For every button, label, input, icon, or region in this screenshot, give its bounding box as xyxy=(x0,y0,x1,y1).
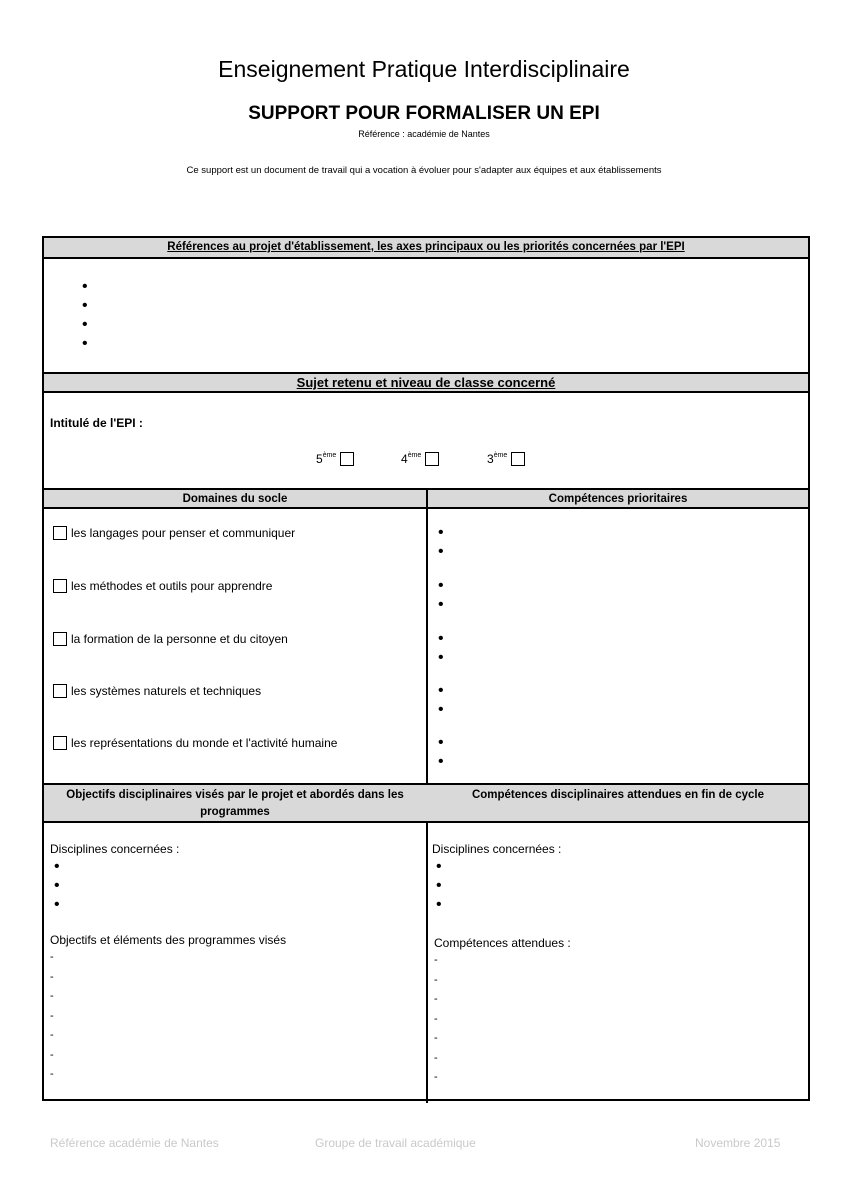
list-item[interactable]: - xyxy=(434,993,438,1005)
list-item[interactable]: - xyxy=(50,970,54,983)
list-item[interactable] xyxy=(438,547,738,566)
right-disciplines-label: Disciplines concernées : xyxy=(432,842,562,856)
checkbox-3eme[interactable] xyxy=(511,452,525,466)
list-item[interactable] xyxy=(82,339,382,358)
left-objectifs-label: Objectifs et éléments des programmes visés xyxy=(50,933,287,947)
checkbox-domain[interactable] xyxy=(53,736,67,750)
right-competences-dashes[interactable] xyxy=(434,954,734,1091)
competences-bullets-2[interactable] xyxy=(438,581,738,619)
competences-bullets-5[interactable] xyxy=(438,738,738,776)
list-item[interactable] xyxy=(438,581,738,600)
checkbox-4eme[interactable] xyxy=(425,452,439,466)
domain-systemes[interactable]: les systèmes naturels et techniques xyxy=(53,684,261,698)
list-item[interactable]: - xyxy=(50,1068,54,1080)
footer-left: Référence académie de Nantes xyxy=(50,1136,219,1150)
competences-bullets-4[interactable] xyxy=(438,686,738,724)
references-heading: Références au projet d'établissement, les axes principaux ou les priorités concernées par l'EPI xyxy=(44,238,808,259)
list-item[interactable]: - xyxy=(50,1009,54,1022)
epi-form xyxy=(42,236,810,1101)
list-item[interactable] xyxy=(438,600,738,619)
list-item[interactable] xyxy=(54,881,354,900)
list-item[interactable] xyxy=(436,900,736,919)
objectifs-heading: Objectifs disciplinaires visés par le projet et abordés dans les programmes xyxy=(66,789,404,818)
list-item[interactable]: - xyxy=(50,951,54,963)
checkbox-domain[interactable] xyxy=(53,526,67,540)
right-disciplines-bullets[interactable] xyxy=(436,862,736,919)
footer-center: Groupe de travail académique xyxy=(315,1136,476,1150)
list-item[interactable] xyxy=(438,757,738,776)
objectifs-heading-row xyxy=(44,783,808,823)
level-5eme[interactable]: 5ème xyxy=(316,452,354,466)
list-item[interactable] xyxy=(436,881,736,900)
domain-formation[interactable]: la formation de la personne et du citoyen xyxy=(53,632,288,646)
checkbox-domain[interactable] xyxy=(53,632,67,646)
list-item[interactable] xyxy=(438,653,738,672)
level-3eme[interactable]: 3ème xyxy=(487,452,525,466)
competences-disciplinaires-heading: Compétences disciplinaires attendues en fin de cycle xyxy=(471,789,765,801)
list-item[interactable]: - xyxy=(434,973,438,986)
page-title: Enseignement Pratique Interdisciplinaire xyxy=(218,56,630,82)
domain-representations[interactable]: les représentations du monde et l'activité humaine xyxy=(53,736,337,750)
intro-text: Ce support est un document de travail qui a vocation à évoluer pour s'adapter aux équipes et aux établissements xyxy=(186,165,662,176)
sujet-heading: Sujet retenu et niveau de classe concerné xyxy=(44,372,808,393)
domain-langages[interactable]: les langages pour penser et communiquer xyxy=(53,526,295,540)
left-disciplines-label: Disciplines concernées : xyxy=(50,842,180,856)
reference-line: Référence : académie de Nantes xyxy=(358,129,490,139)
left-objectifs-dashes[interactable] xyxy=(50,951,350,1088)
competences-bullets-1[interactable] xyxy=(438,528,738,566)
intitule-label: Intitulé de l'EPI : xyxy=(50,416,143,430)
references-bullets[interactable] xyxy=(82,282,382,358)
list-item[interactable] xyxy=(82,301,382,320)
list-item[interactable]: - xyxy=(434,954,438,966)
list-item[interactable] xyxy=(438,705,738,724)
left-disciplines-bullets[interactable] xyxy=(54,862,354,919)
list-item[interactable]: - xyxy=(434,1071,438,1083)
checkbox-domain[interactable] xyxy=(53,579,67,593)
domain-methodes[interactable]: les méthodes et outils pour apprendre xyxy=(53,579,272,593)
competences-bullets-3[interactable] xyxy=(438,634,738,672)
right-competences-label: Compétences attendues : xyxy=(434,936,571,950)
list-item[interactable] xyxy=(436,862,736,881)
list-item[interactable] xyxy=(82,282,382,301)
list-item[interactable]: - xyxy=(50,990,54,1002)
checkbox-domain[interactable] xyxy=(53,684,67,698)
list-item[interactable]: - xyxy=(434,1032,438,1044)
domaines-heading: Domaines du socle xyxy=(182,493,288,505)
footer-right: Novembre 2015 xyxy=(695,1136,781,1150)
list-item[interactable]: - xyxy=(50,1029,54,1041)
level-4eme[interactable]: 4ème xyxy=(401,452,439,466)
list-item[interactable] xyxy=(438,634,738,653)
list-item[interactable]: - xyxy=(434,1012,438,1025)
checkbox-5eme[interactable] xyxy=(340,452,354,466)
list-item[interactable]: - xyxy=(50,1048,54,1061)
page-subtitle: SUPPORT POUR FORMALISER UN EPI xyxy=(248,103,600,124)
list-item[interactable]: - xyxy=(434,1051,438,1064)
list-item[interactable] xyxy=(54,862,354,881)
list-item[interactable] xyxy=(82,320,382,339)
list-item[interactable] xyxy=(438,528,738,547)
competences-prioritaires-heading: Compétences prioritaires xyxy=(548,493,688,505)
list-item[interactable] xyxy=(438,686,738,705)
list-item[interactable] xyxy=(54,900,354,919)
list-item[interactable] xyxy=(438,738,738,757)
